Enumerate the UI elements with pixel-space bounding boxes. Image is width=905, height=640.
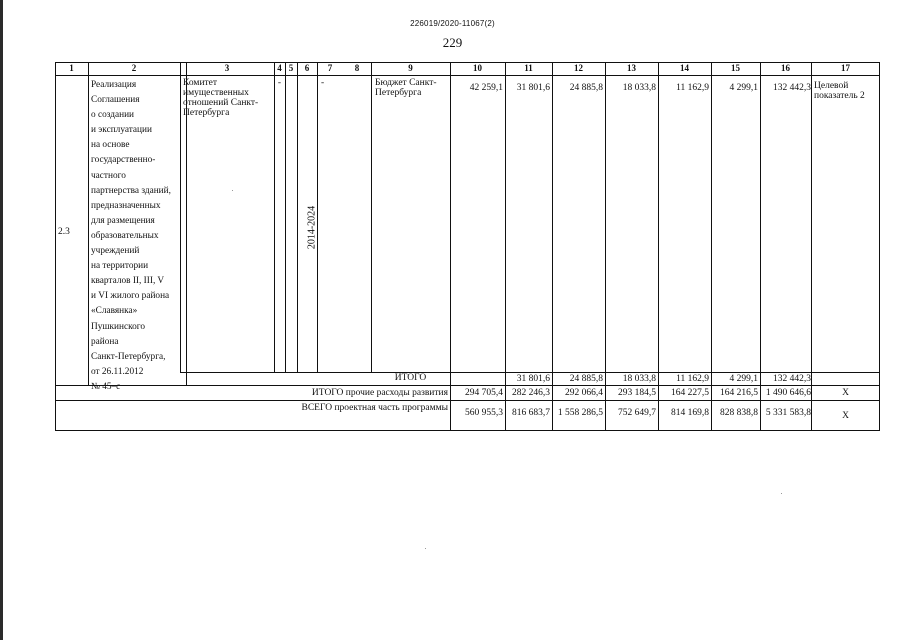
itogo-value-4: 11 162,9 (676, 374, 709, 384)
measure-name-line: и VI жилого района (91, 291, 170, 302)
header-col-5: 5 (288, 63, 294, 73)
measure-name-line: партнерства зданий, (91, 185, 171, 196)
measure-name-line: учреждений (91, 246, 140, 257)
measure-name-line: образовательных (91, 230, 159, 241)
row-value-2019: 4 299,1 (729, 83, 758, 93)
other-total-value-7: 1 490 646,6 (765, 388, 811, 398)
itogo-value-3: 18 033,8 (622, 374, 656, 384)
row-value-total: 132 442,3 (773, 83, 811, 93)
measure-name-line: от 26.11.2012 (91, 366, 144, 377)
header-col-17: 17 (841, 63, 850, 73)
scan-edge (0, 0, 3, 640)
header-col-15: 15 (731, 63, 740, 73)
row-value-2016: 24 885,8 (569, 83, 603, 93)
measure-name-line: для размещения (91, 215, 155, 226)
header-col-9: 9 (408, 63, 413, 73)
itogo-value-2: 24 885,8 (569, 374, 603, 384)
measure-name-line: Реализация (91, 80, 137, 90)
measure-name-line: района (91, 336, 119, 347)
header-col-7: 7 (327, 63, 333, 73)
grand-total-value-4: 752 649,7 (618, 408, 656, 418)
itogo-value-6: 132 442,3 (773, 374, 811, 384)
budget-table (55, 62, 880, 431)
grand-total-value-7: 5 331 583,8 (765, 408, 811, 418)
itogo-value-1: 31 801,6 (516, 374, 550, 384)
itogo-label: ИТОГО (394, 373, 427, 383)
header-col-14: 14 (680, 63, 689, 73)
scan-speck (425, 548, 426, 549)
measure-name-line: Соглашения (91, 95, 140, 106)
header-col-10: 10 (473, 63, 482, 73)
col4-dash: - (277, 78, 282, 88)
page-number: 229 (442, 35, 463, 50)
itogo-value-5: 4 299,1 (729, 374, 758, 384)
other-total-value-6: 164 216,5 (720, 388, 758, 398)
measure-name-line: и эксплуатации (91, 125, 152, 136)
period-vertical: 2014-2024 (306, 205, 318, 250)
header-col-2: 2 (131, 63, 137, 73)
header-col-13: 13 (627, 63, 636, 73)
header-col-8: 8 (354, 63, 360, 73)
grand-total-value-5: 814 169,8 (671, 408, 709, 418)
header-col-4: 4 (277, 63, 282, 73)
col7-dash: - (321, 78, 325, 88)
other-total-value-2: 282 246,3 (512, 388, 550, 398)
measure-name-line: Пушкинского (91, 321, 146, 332)
measure-name-line: «Славянка» (91, 306, 138, 317)
other-total-value-3: 292 066,4 (565, 388, 603, 398)
grand-total-value-2: 816 683,7 (512, 408, 550, 418)
row-value-2015: 31 801,6 (516, 83, 550, 93)
grand-total-value-1: 560 955,3 (465, 408, 503, 418)
grand-total-value-3: 1 558 286,5 (557, 408, 603, 418)
funding-source: Бюджет Санкт-Петербурга (375, 78, 437, 98)
other-total-value-4: 293 184,5 (618, 388, 656, 398)
header-col-11: 11 (524, 63, 533, 73)
header-col-3: 3 (224, 63, 230, 73)
row-value-2017: 18 033,8 (622, 83, 656, 93)
header-col-12: 12 (574, 63, 583, 73)
document-id: 226019/2020-11067(2) (410, 19, 495, 28)
grand-total-label: ВСЕГО проектная часть программы (301, 403, 448, 413)
other-total-value-1: 294 705,4 (465, 388, 503, 398)
measure-name-line: предназначенных (91, 200, 161, 211)
measure-name-line: на основе (91, 140, 130, 151)
row-value-2018: 11 162,9 (676, 83, 709, 93)
measure-name-line: государственно- (91, 155, 156, 166)
scan-speck (781, 493, 782, 494)
measure-name-line: Санкт-Петербурга, (91, 351, 166, 362)
scan-speck (232, 190, 233, 191)
executor-cell: Комитет имущественных отношений Санкт-Петербурга (183, 78, 259, 118)
measure-name (91, 78, 181, 395)
target-indicator: Целевой показатель 2 (814, 81, 865, 101)
other-total-value-5: 164 227,5 (671, 388, 709, 398)
header-col-6: 6 (304, 63, 310, 73)
measure-name-line: о создании (91, 110, 135, 121)
other-total-mark: X (842, 388, 849, 398)
measure-name-line: частного (91, 170, 126, 181)
header-col-1: 1 (69, 63, 74, 73)
measure-name-line: № 45–с (91, 381, 121, 392)
other-total-label: ИТОГО прочие расходы развития (311, 388, 448, 398)
measure-name-line: кварталов II, III, V (91, 276, 165, 287)
grand-total-value-6: 828 838,8 (720, 408, 758, 418)
row-number: 2.3 (58, 227, 70, 237)
row-value-2014: 42 259,1 (469, 83, 503, 93)
grand-total-mark: X (842, 411, 849, 421)
measure-name-line: на территории (91, 261, 149, 272)
header-col-16: 16 (781, 63, 790, 73)
